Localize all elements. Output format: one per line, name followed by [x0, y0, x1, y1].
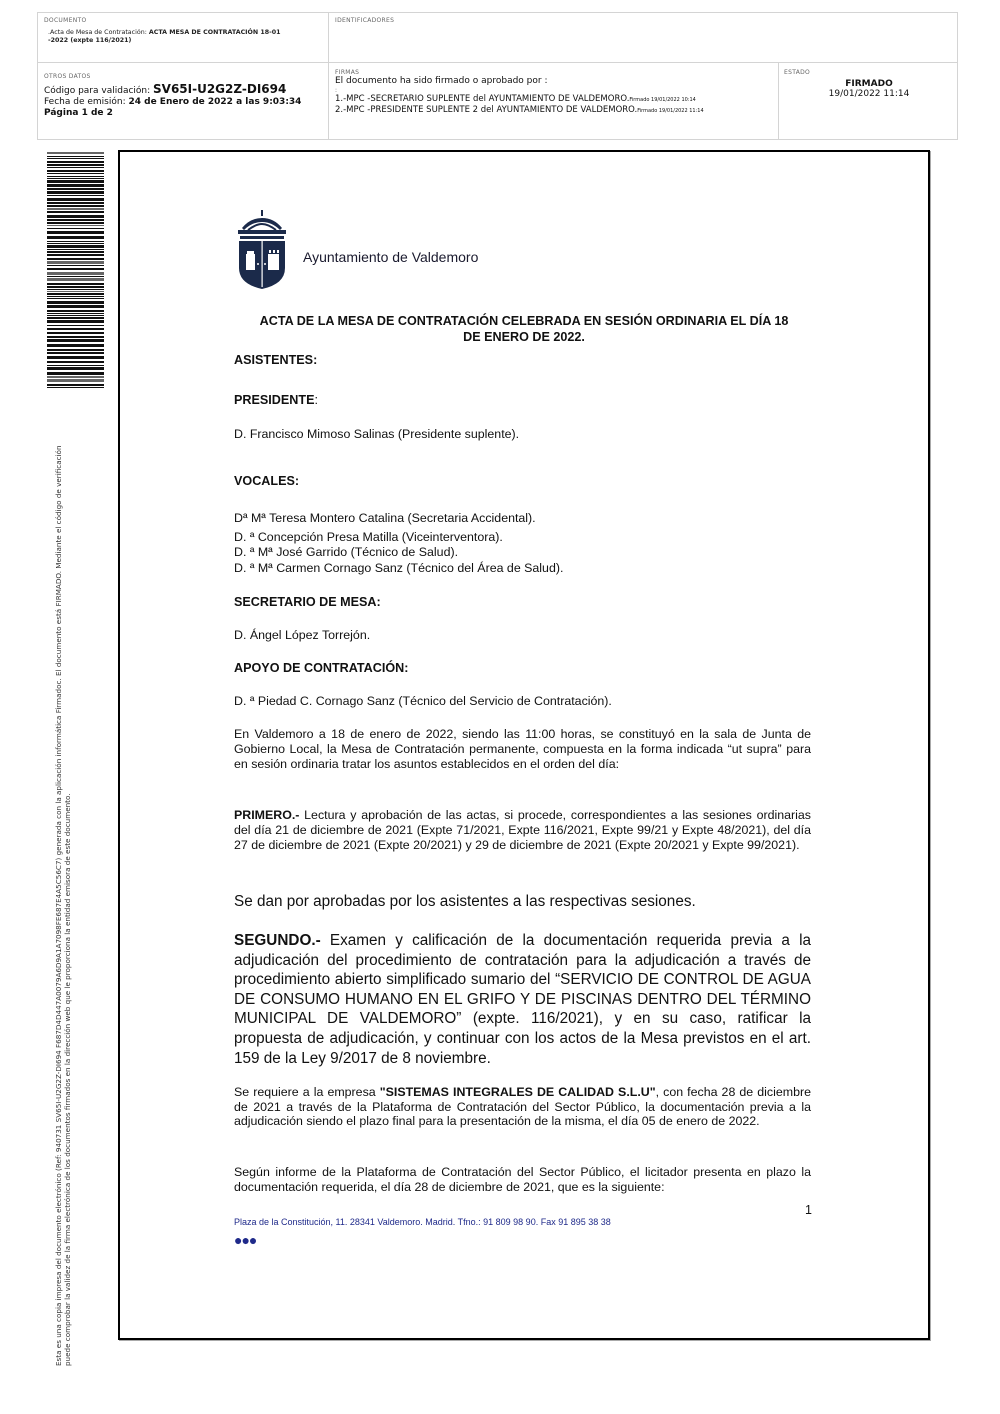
barcode-stripe — [47, 365, 104, 366]
segun-paragraph: Según informe de la Plataforma de Contratación del Sector Público, el licitador presenta en plazo la documentación requerida, el día 28 de diciembre de 2021, que es la siguiente: — [234, 1165, 811, 1194]
barcode-stripe — [47, 305, 104, 308]
org-name: Ayuntamiento de Valdemoro — [303, 249, 479, 265]
barcode-stripe — [47, 339, 104, 342]
barcode-stripe — [47, 170, 104, 172]
apoyo-name: D. ª Piedad C. Cornago Sanz (Técnico del Servicio de Contratación). — [234, 694, 612, 708]
aprobadas-paragraph: Se dan por aprobadas por los asistentes a las respectivas sesiones. — [234, 893, 696, 910]
barcode-stripe — [47, 198, 104, 201]
fecha-label: Fecha de emisión: — [44, 97, 129, 107]
barcode-stripe — [47, 195, 104, 196]
fecha-emision — [44, 97, 324, 108]
vocal-item: Dª Mª Teresa Montero Catalina (Secretaria Accidental). — [234, 511, 536, 525]
signer-date: Firmado 19/01/2022 11:14 — [637, 108, 704, 114]
barcode-stripe — [47, 152, 104, 154]
primero-text: Lectura y aprobación de las actas, si procede, correspondientes a las sesiones ordinarias del día 21 de diciembre de 2021 (Expte 71/2021, Expte 116/2021, Expte 99/21 y Expte 48/2021), del día 27 de diciembre de 2021 (Expte 20/2021) y 29 de diciembre de 2021 (Expte 20/2021 y Expte 99/2021). — [234, 808, 811, 852]
barcode-stripe — [47, 176, 104, 177]
barcode-stripe — [47, 202, 104, 204]
segundo-label: SEGUNDO.- — [234, 932, 321, 949]
barcode-stripe — [47, 384, 104, 386]
barcode-stripe — [47, 184, 104, 187]
signer-name: 1.-MPC -SECRETARIO SUPLENTE del AYUNTAMIENTO DE VALDEMORO. — [335, 94, 630, 104]
barcode-stripe — [47, 251, 104, 253]
estado-value: FIRMADO — [845, 79, 893, 89]
barcode-stripe — [47, 296, 104, 297]
barcode-stripe — [47, 336, 104, 338]
barcode-stripe — [47, 289, 104, 290]
footer-address: Plaza de la Constitución, 11. 28341 Valdemoro. Madrid. Tfno.: 91 809 98 90. Fax 91 895 38 38 — [234, 1217, 611, 1227]
title-line-2: DE ENERO DE 2022. — [463, 330, 585, 344]
segundo-text: Examen y calificación de la documentación requerida previa a la adjudicación del procedimiento de contratación para la adjudicación a través de procedimiento abierto simplificado sumario del “SERVICIO DE CONTROL DE AGUA DE CONSUMO HUMANO EN EL GRIFO Y DE PISCINAS DENTRO DEL TÉRMINO MUNICIPAL DE VALDEMORO” (expte. 116/2021), y en su caso, ratificar la propuesta de adjudicación, y continuar con los actos de la Mesa previstos en el art. 159 de la Ley 9/2017 de 8 noviembre. — [234, 932, 811, 1067]
vocal-item: D. ª Mª Carmen Cornago Sanz (Técnico del Área de Salud). — [234, 560, 564, 575]
barcode-stripe — [47, 236, 104, 239]
valdemoro-coat-of-arms-icon — [236, 210, 288, 290]
header-col-divider-2 — [778, 63, 779, 140]
barcode-stripe — [47, 291, 104, 292]
documento-title-2: -2022 (expte 116/2021) — [48, 37, 132, 44]
otros-datos-cell — [44, 73, 324, 119]
barcode-stripe — [47, 372, 104, 375]
identificadores-label: IDENTIFICADORES — [335, 17, 395, 24]
barcode-stripe — [47, 376, 104, 378]
secretario-name: D. Ángel López Torrejón. — [234, 628, 371, 642]
asistentes-heading: ASISTENTES: — [234, 353, 318, 367]
barcode-stripe — [47, 325, 104, 326]
barcode-icon — [47, 152, 104, 388]
barcode-stripe — [47, 276, 104, 277]
documento-title-1: ACTA MESA DE CONTRATACIÓN 18-01 — [148, 29, 281, 36]
barcode-stripe — [47, 310, 104, 312]
barcode-stripe — [47, 268, 104, 270]
footer-dots: ●●● — [234, 1232, 257, 1248]
barcode-stripe — [47, 167, 104, 168]
barcode-stripe — [47, 231, 104, 234]
signature-header-table — [37, 12, 958, 140]
codigo-validacion — [44, 84, 324, 97]
barcode-stripe — [47, 241, 104, 242]
vocal-item: D. ª Mª José Garrido (Técnico de Salud). — [234, 545, 459, 560]
barcode-stripe — [47, 222, 104, 224]
pagina-indicator: Página 1 de 2 — [44, 108, 113, 118]
documento-label: DOCUMENTO — [44, 17, 87, 24]
barcode-stripe — [47, 208, 104, 210]
firmas-colon: : — [335, 87, 338, 94]
barcode-stripe — [47, 344, 104, 347]
barcode-stripe — [47, 173, 104, 174]
barcode-stripe — [47, 158, 104, 159]
barcode-stripe — [47, 180, 104, 183]
barcode-stripe — [47, 298, 104, 299]
barcode-stripe — [47, 286, 104, 288]
estado-cell — [784, 69, 954, 99]
codigo-label: Código para validación: — [44, 86, 154, 96]
barcode-stripe — [47, 215, 104, 218]
signer-row — [335, 105, 775, 116]
barcode-stripe — [47, 361, 104, 363]
barcode-stripe — [47, 301, 104, 304]
barcode-stripe — [47, 352, 104, 354]
vocales-heading: VOCALES: — [234, 474, 300, 488]
barcode-stripe — [47, 278, 104, 281]
presidente-label: PRESIDENTE — [234, 393, 315, 407]
side-text-line-2: puede comprobar la validez de la firma electrónica de los documentos firmados en la dirección web que le proporciona la entidad emisora de este documento. — [63, 793, 72, 1366]
signer-row — [335, 94, 775, 105]
requiere-paragraph — [234, 1085, 811, 1129]
estado-date: 19/01/2022 11:14 — [828, 89, 910, 99]
barcode-stripe — [47, 225, 104, 226]
barcode-stripe — [47, 228, 104, 229]
barcode-stripe — [47, 156, 104, 157]
barcode-stripe — [47, 332, 104, 334]
barcode-stripe — [47, 283, 104, 285]
documento-prefix: .Acta de Mesa de Contratación: — [48, 29, 149, 36]
barcode-stripe — [47, 367, 104, 370]
barcode-stripe — [47, 261, 104, 264]
documento-cell — [44, 17, 324, 45]
presidente-name: D. Francisco Mimoso Salinas (Presidente suplente). — [234, 427, 520, 441]
barcode-stripe — [47, 379, 104, 382]
signer-date: Firmado 19/01/2022 10:14 — [629, 97, 696, 103]
barcode-stripe — [47, 205, 104, 207]
identificadores-cell — [335, 17, 394, 24]
barcode-stripe — [47, 219, 104, 221]
barcode-stripe — [47, 254, 104, 256]
barcode-stripe — [47, 293, 104, 295]
barcode-stripe — [47, 265, 104, 266]
title-line-1: ACTA DE LA MESA DE CONTRATACIÓN CELEBRADA EN SESIÓN ORDINARIA EL DÍA 18 — [259, 314, 789, 328]
header-col-divider — [328, 13, 329, 140]
barcode-stripe — [47, 349, 104, 351]
vocales-list — [234, 511, 563, 576]
presidente-colon: : — [314, 393, 318, 407]
barcode-stripe — [47, 313, 104, 314]
page-number: 1 — [805, 1203, 812, 1217]
apoyo-heading: APOYO DE CONTRATACIÓN: — [234, 661, 409, 675]
barcode-stripe — [47, 315, 104, 316]
secretario-heading: SECRETARIO DE MESA: — [234, 595, 381, 609]
barcode-stripe — [47, 245, 104, 248]
firmas-cell — [335, 69, 775, 116]
firmas-intro: El documento ha sido firmado o aprobado por : — [335, 76, 548, 86]
barcode-stripe — [47, 387, 104, 388]
presidente-heading — [234, 393, 318, 407]
primero-paragraph — [234, 808, 811, 853]
barcode-stripe — [47, 243, 104, 244]
barcode-stripe — [47, 258, 104, 260]
barcode-stripe — [47, 356, 104, 359]
vocal-item: D. ª Concepción Presa Matilla (Viceinterventora). — [234, 529, 503, 544]
codigo-value[interactable]: SV65I-U2G2Z-DI694 — [153, 82, 287, 96]
fecha-value: 24 de Enero de 2022 a las 9:03:34 — [128, 97, 302, 107]
barcode-stripe — [47, 249, 104, 250]
primero-label: PRIMERO.- — [234, 808, 300, 822]
barcode-stripe — [47, 191, 104, 194]
barcode-stripe — [47, 178, 104, 179]
requiere-pre: Se requiere a la empresa — [234, 1085, 380, 1099]
barcode-stripe — [47, 188, 104, 190]
barcode-stripe — [47, 164, 104, 166]
barcode-stripe — [47, 317, 104, 319]
company-name: "SISTEMAS INTEGRALES DE CALIDAD S.L.U" — [379, 1085, 656, 1099]
otros-datos-label: OTROS DATOS — [44, 73, 91, 80]
barcode-stripe — [47, 161, 104, 163]
side-text-line-1: Esta es una copia impresa del documento electrónico (Ref: 940731 SV65I-U2G2Z-DI694 F687D4D447A0079A6D9A1A7098FE687E4A5C56C7) generada con la aplicación informática Firmadoc. El documento está FIRMADO. Mediante el código de verificación — [54, 445, 63, 1366]
header-row-divider — [38, 62, 957, 63]
verification-side-text — [54, 396, 72, 1366]
segundo-paragraph — [234, 931, 811, 1068]
barcode-stripe — [47, 211, 104, 213]
intro-paragraph: En Valdemoro a 18 de enero de 2022, siendo las 11:00 horas, se constituyó en la sala de Junta de Gobierno Local, la Mesa de Contratación permanente, compuesta en la forma indicada “ut supra” para en sesión ordinaria tratar los asuntos establecidos en el orden del día: — [234, 727, 811, 771]
barcode-stripe — [47, 272, 104, 275]
firmas-label: FIRMAS — [335, 69, 360, 76]
barcode-stripe — [47, 328, 104, 330]
requiere-post: , con fecha 28 de diciembre de 2021 a través de la Plataforma de Contratación del Sector Público, la documentación previa a la adjudicación siendo el plazo final para la presentación de la misma, el día 05 de enero de 2022. — [234, 1085, 811, 1129]
page-title — [226, 313, 822, 345]
barcode-stripe — [47, 320, 104, 323]
estado-label: ESTADO — [784, 69, 811, 76]
documento-value — [44, 29, 324, 45]
signer-name: 2.-MPC -PRESIDENTE SUPLENTE 2 del AYUNTAMIENTO DE VALDEMORO. — [335, 105, 638, 115]
